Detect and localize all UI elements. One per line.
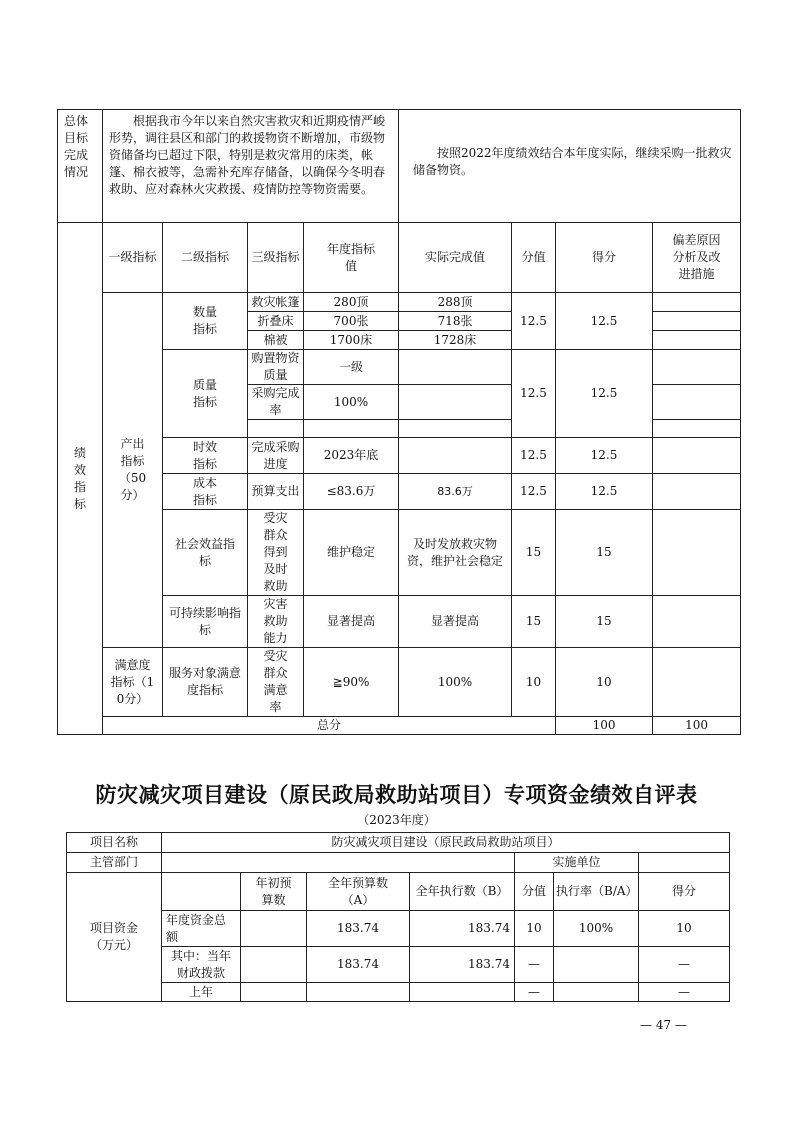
header-deviation: 偏差原因分析及改进措施 [653, 223, 741, 293]
sustain-name: 灾害救助能力 [248, 596, 304, 648]
social-actual: 及时发放救灾物资，维护社会稳定 [399, 510, 512, 596]
social-got: 15 [556, 510, 653, 596]
total-got: 100 [653, 717, 741, 735]
sustain-score: 15 [512, 596, 556, 648]
quality-label: 质量指标 [163, 350, 248, 438]
dept-value [162, 853, 515, 873]
fund-row-initial-3 [241, 983, 307, 1002]
quantity-got: 12.5 [556, 293, 653, 350]
quantity-actual-1: 288顶 [399, 293, 512, 312]
fund-header-executed: 全年执行数（B） [410, 873, 515, 911]
fund-row-score-3: — [515, 983, 554, 1002]
quantity-actual-3: 1728床 [399, 331, 512, 350]
fund-header-budget: 全年预算数（A） [307, 873, 410, 911]
quality-actual-1 [399, 350, 512, 385]
project-name-value: 防灾减灾项目建设（原民政局救助站项目） [162, 833, 730, 853]
total-label: 总分 [103, 717, 556, 735]
quantity-target-3: 1700床 [304, 331, 399, 350]
header-l1: 一级指标 [103, 223, 163, 293]
satisfaction-label: 服务对象满意度指标 [163, 648, 248, 717]
quality-dev-1 [653, 350, 741, 385]
quality-dev-2 [653, 385, 741, 420]
quality-target-1: 一级 [304, 350, 399, 385]
fund-header-initial: 年初预算数 [241, 873, 307, 911]
social-dev [653, 510, 741, 596]
sustain-dev [653, 596, 741, 648]
fund-header-blank [162, 873, 241, 911]
time-label: 时效指标 [163, 438, 248, 474]
document-year: （2023年度） [357, 813, 436, 827]
quantity-actual-2: 718张 [399, 312, 512, 331]
cost-dev [653, 474, 741, 510]
social-target: 维护稳定 [304, 510, 399, 596]
time-got: 12.5 [556, 438, 653, 474]
time-dev [653, 438, 741, 474]
fund-row-label-1: 年度资金总额 [162, 911, 241, 947]
social-score: 15 [512, 510, 556, 596]
fund-label: 项目资金（万元） [67, 873, 162, 1002]
cost-target: ≤83.6万 [304, 474, 399, 510]
project-name-label: 项目名称 [67, 833, 162, 853]
impl-value [639, 853, 730, 873]
output-label: 产出指标（50分） [103, 293, 163, 648]
fund-row-score-2: — [515, 947, 554, 983]
time-score: 12.5 [512, 438, 556, 474]
satisfaction-target: ≧90% [304, 648, 399, 717]
fund-header-got: 得分 [639, 873, 730, 911]
time-actual [399, 438, 512, 474]
fund-table [66, 832, 730, 1002]
satisfaction-dev [653, 648, 741, 717]
fund-row-got-3: — [639, 983, 730, 1002]
cost-label: 成本指标 [163, 474, 248, 510]
performance-table [57, 109, 741, 735]
summary-target-text: 根据我市今年以来自然灾害救灾和近期疫情严峻形势，调往县区和部门的救援物资不断增加，市级物资储备均已超过下限，特别是救灾常用的床类，帐篷、棉衣被等，急需补充库存储备，以确保今冬明春救助、应对森林火灾救援、疫情防控等物资需要。 [103, 110, 399, 223]
header-l3: 三级指标 [248, 223, 304, 293]
quantity-name-2: 折叠床 [248, 312, 304, 331]
header-actual: 实际完成值 [399, 223, 512, 293]
satisfaction-l1: 满意度指标（10分） [103, 648, 163, 717]
fund-row-label-3: 上年 [162, 983, 241, 1002]
quality-score: 12.5 [512, 350, 556, 438]
fund-row-rate-2 [554, 947, 639, 983]
page-number: — 47 — [640, 1018, 687, 1032]
fund-row-score-1: 10 [515, 911, 554, 947]
fund-row-executed-1: 183.74 [410, 911, 515, 947]
fund-row-budget-2: 183.74 [307, 947, 410, 983]
fund-row-got-1: 10 [639, 911, 730, 947]
fund-row-budget-3 [307, 983, 410, 1002]
fund-row-got-2: — [639, 947, 730, 983]
quality-got: 12.5 [556, 350, 653, 438]
header-got: 得分 [556, 223, 653, 293]
sustain-got: 15 [556, 596, 653, 648]
sustain-label: 可持续影响指标 [163, 596, 248, 648]
fund-row-initial-2 [241, 947, 307, 983]
cost-name: 预算支出 [248, 474, 304, 510]
quality-target-3 [304, 420, 399, 438]
header-l2: 二级指标 [163, 223, 248, 293]
document-title: 防灾减灾项目建设（原民政局救助站项目）专项资金绩效自评表 [95, 782, 698, 807]
quality-name-2: 采购完成率 [248, 385, 304, 420]
perf-side-label: 绩效指标 [58, 223, 103, 735]
sustain-actual: 显著提高 [399, 596, 512, 648]
social-label: 社会效益指标 [163, 510, 248, 596]
satisfaction-got: 10 [556, 648, 653, 717]
quality-name-1: 购置物资质量 [248, 350, 304, 385]
fund-row-executed-2: 183.74 [410, 947, 515, 983]
cost-got: 12.5 [556, 474, 653, 510]
satisfaction-actual: 100% [399, 648, 512, 717]
quality-actual-3 [399, 420, 512, 438]
time-name: 完成采购进度 [248, 438, 304, 474]
quantity-name-1: 救灾帐篷 [248, 293, 304, 312]
quality-name-3 [248, 420, 304, 438]
quantity-target-1: 280顶 [304, 293, 399, 312]
dept-label: 主管部门 [67, 853, 162, 873]
fund-row-label-2: 其中：当年财政拨款 [162, 947, 241, 983]
quantity-label: 数量指标 [163, 293, 248, 350]
quantity-dev-3 [653, 331, 741, 350]
satisfaction-score: 10 [512, 648, 556, 717]
summary-header: 总体目标完成情况 [58, 110, 103, 223]
fund-row-rate-1: 100% [554, 911, 639, 947]
total-score: 100 [556, 717, 653, 735]
quality-dev-3 [653, 420, 741, 438]
fund-row-rate-3 [554, 983, 639, 1002]
time-target: 2023年底 [304, 438, 399, 474]
quantity-score: 12.5 [512, 293, 556, 350]
fund-row-initial-1 [241, 911, 307, 947]
fund-row-budget-1: 183.74 [307, 911, 410, 947]
fund-row-executed-3 [410, 983, 515, 1002]
fund-header-score: 分值 [515, 873, 554, 911]
quantity-dev-2 [653, 312, 741, 331]
cost-actual: 83.6万 [399, 474, 512, 510]
summary-actual-text: 按照2022年度绩效结合本年度实际，继续采购一批救灾储备物资。 [399, 110, 741, 223]
quantity-target-2: 700张 [304, 312, 399, 331]
quantity-dev-1 [653, 293, 741, 312]
sustain-target: 显著提高 [304, 596, 399, 648]
quality-actual-2 [399, 385, 512, 420]
satisfaction-name: 受灾群众满意率 [248, 648, 304, 717]
header-score: 分值 [512, 223, 556, 293]
quality-target-2: 100% [304, 385, 399, 420]
header-target: 年度指标值 [304, 223, 399, 293]
fund-header-rate: 执行率（B/A） [554, 873, 639, 911]
impl-label: 实施单位 [515, 853, 639, 873]
social-name: 受灾群众得到及时救助 [248, 510, 304, 596]
quantity-name-3: 棉被 [248, 331, 304, 350]
cost-score: 12.5 [512, 474, 556, 510]
